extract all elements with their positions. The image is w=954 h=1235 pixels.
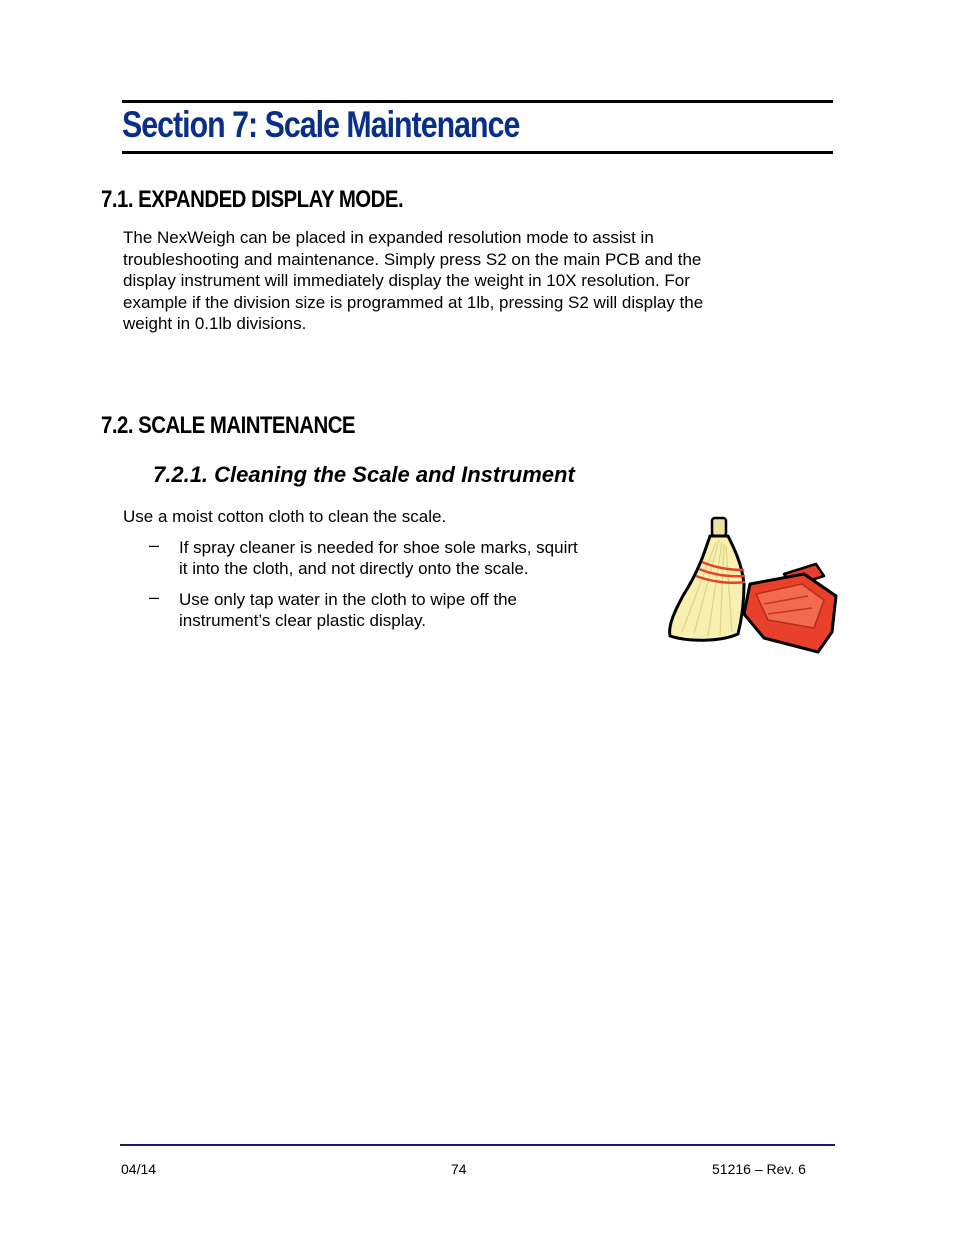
title-underline	[122, 151, 833, 154]
subheading-cleaning: 7.2.1. Cleaning the Scale and Instrument	[153, 462, 575, 487]
bullet-spray-cleaner	[149, 537, 609, 581]
cleaning-intro: Use a moist cotton cloth to clean the scale.	[123, 507, 447, 526]
heading-scale-maintenance: 7.2. SCALE MAINTENANCE	[101, 412, 356, 439]
expanded-mode-paragraph	[123, 227, 703, 335]
paragraph-line: The NexWeigh can be placed in expanded resolution mode to assist in	[123, 228, 654, 247]
broom-dustpan-icon	[664, 514, 840, 656]
paragraph-line: weight in 0.1lb divisions.	[123, 314, 307, 333]
footer-date: 04/14	[121, 1161, 157, 1177]
broom-icon	[670, 518, 745, 640]
bullet-dash: –	[149, 587, 160, 607]
bullet-line: it into the cloth, and not directly onto the scale.	[179, 559, 529, 578]
bullet-line: instrument’s clear plastic display.	[179, 611, 426, 630]
heading-expanded-display-mode: 7.1. EXPANDED DISPLAY MODE.	[101, 186, 404, 213]
footer-rule	[120, 1144, 835, 1146]
top-rule	[122, 100, 833, 103]
footer-doc-revision: 51216 – Rev. 6	[712, 1161, 806, 1177]
paragraph-line: troubleshooting and maintenance. Simply press S2 on the main PCB and the	[123, 249, 702, 269]
dustpan-icon	[744, 564, 836, 652]
bullet-line: If spray cleaner is needed for shoe sole marks, squirt	[179, 538, 578, 557]
bullet-line: Use only tap water in the cloth to wipe off the	[179, 590, 517, 609]
paragraph-line: display instrument will immediately display the weight in 10X resolution. For	[123, 271, 690, 290]
section-title: Section 7: Scale Maintenance	[122, 104, 520, 145]
footer-page-number: 74	[451, 1161, 467, 1177]
bullet-tap-water	[149, 589, 609, 633]
bullet-dash: –	[149, 535, 160, 555]
paragraph-line: example if the division size is programmed at 1lb, pressing S2 will display the	[123, 292, 704, 312]
